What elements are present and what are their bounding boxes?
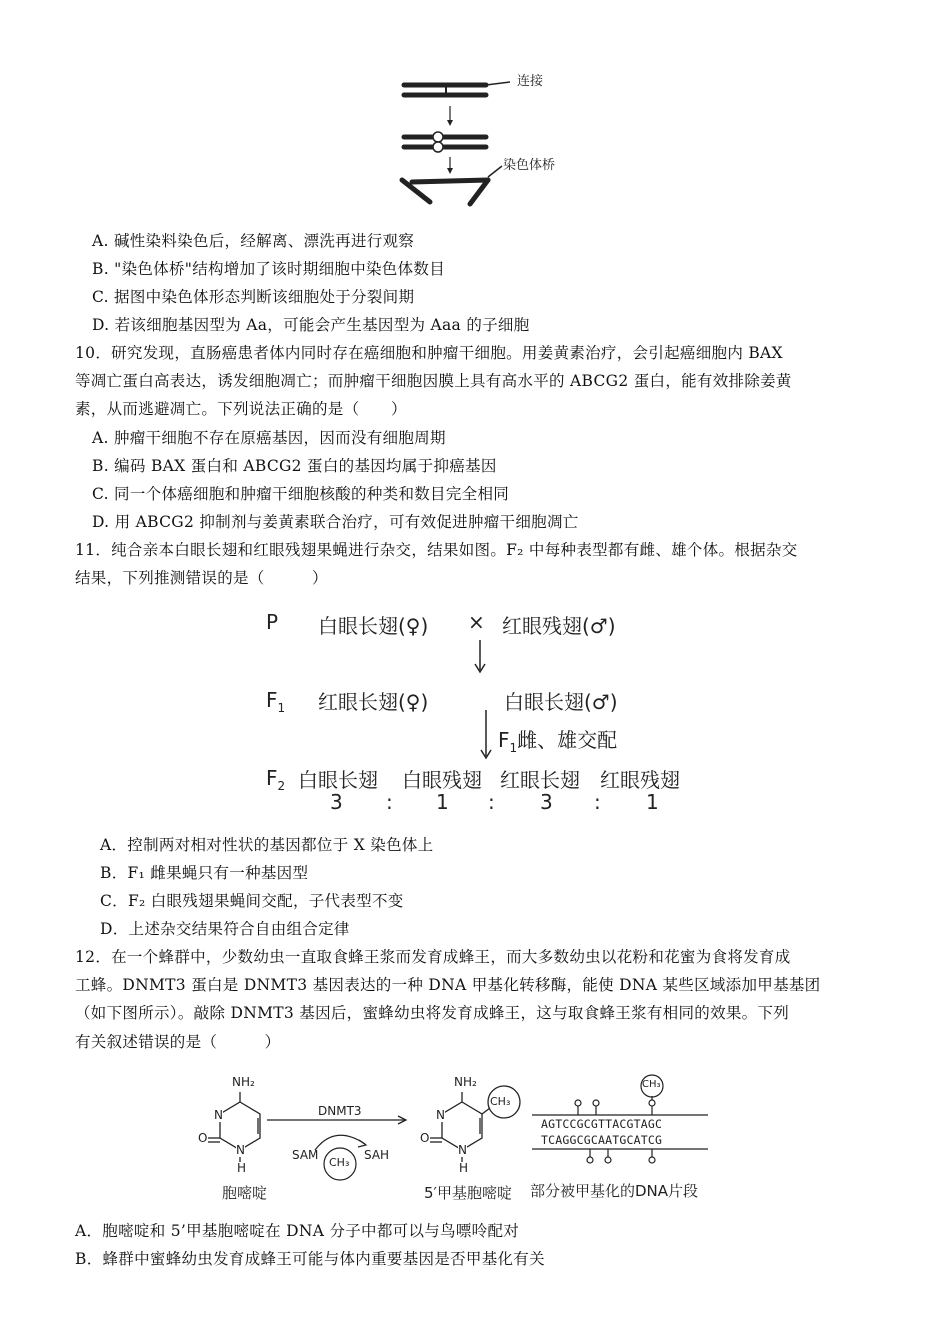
cross-f2-type-3: 红眼长翅 — [500, 768, 580, 792]
methylcytosine-o: O — [420, 1131, 430, 1145]
cytosine-o: O — [198, 1131, 208, 1145]
q10-option-b: B. 编码 BAX 蛋白和 ABCG2 蛋白的基因均属于抑癌基因 — [92, 457, 497, 475]
q10-stem-line-2: 等凋亡蛋白高表达，诱发细胞凋亡；而肿瘤干细胞因膜上具有高水平的 ABCG2 蛋白，能有效排除姜黄 — [75, 372, 792, 390]
cross-arrow-f1-f2 — [478, 710, 494, 762]
chromosome-label-bridge: 染色体桥 — [503, 158, 556, 173]
q12-stem-line-2: 工蜂。DNMT3 蛋白是 DNMT3 基因表达的一种 DNA 甲基化转移酶，能使 DNA 某些区域添加甲基基团 — [75, 976, 821, 994]
cytosine-nh2: NH₂ — [232, 1075, 255, 1089]
q11-option-b: B．F₁ 雌果蝇只有一种基因型 — [100, 864, 309, 882]
q9-option-b: B. "染色体桥"结构增加了该时期细胞中染色体数目 — [92, 260, 446, 278]
chromosome-bridge-figure — [390, 62, 590, 212]
methylcytosine-ch3: CH₃ — [490, 1095, 511, 1108]
cross-f1-label-letter: F — [266, 688, 278, 712]
cross-f1-mating-pre: F — [498, 728, 510, 752]
q10-stem-line-3: 素，从而逃避凋亡。下列说法正确的是（ ） — [75, 400, 407, 418]
dna-ch3: CH₃ — [642, 1079, 661, 1090]
chromosome-label-connect: 连接 — [517, 74, 544, 89]
reaction-ch3: CH₃ — [329, 1156, 350, 1169]
q12-stem-line-4: 有关叙述错误的是（ ） — [75, 1033, 281, 1051]
q12-option-a: A．胞嘧啶和 5’甲基胞嘧啶在 DNA 分子中都可以与鸟嘌呤配对 — [75, 1222, 520, 1240]
cross-f2-type-4: 红眼残翅 — [600, 768, 680, 792]
cross-f2-ratio-sep-2: : — [488, 790, 495, 814]
reaction-sah: SAH — [364, 1148, 390, 1162]
cross-f2-ratio-3: 3 — [540, 790, 553, 814]
cross-f2-ratio-sep-1: : — [386, 790, 393, 814]
cross-f2-ratio-sep-3: : — [594, 790, 601, 814]
dna-top-strand: AGTCCGCGTTACGTAGC — [541, 1117, 663, 1131]
q10-option-c: C. 同一个体癌细胞和肿瘤干细胞核酸的种类和数目完全相同 — [92, 485, 510, 503]
cross-f1-mating-sub: 1 — [509, 741, 518, 755]
q11-stem-line-2: 结果，下列推测错误的是（ ） — [75, 569, 328, 587]
q12-stem-line-3: （如下图所示）。敲除 DNMT3 基因后，蜜蜂幼虫将发育成蜂王，这与取食蜂王浆有相同的效果。下列 — [75, 1004, 790, 1022]
methylcytosine-n1: N — [458, 1143, 467, 1157]
q9-option-d: D. 若该细胞基因型为 Aa，可能会产生基因型为 Aaa 的子细胞 — [92, 316, 530, 334]
cross-f1-mating-post: 雌、雄交配 — [517, 728, 618, 752]
methylcytosine-caption: 5′甲基胞嘧啶 — [424, 1184, 512, 1202]
cytosine-h: H — [237, 1161, 247, 1175]
q10-option-a: A. 肿瘤干细胞不存在原癌基因，因而没有细胞周期 — [92, 429, 446, 447]
reaction-sam: SAM — [292, 1148, 319, 1162]
cross-f1-mating — [498, 724, 617, 755]
q11-stem-line-1: 11．纯合亲本白眼长翅和红眼残翅果蝇进行杂交，结果如图。F₂ 中每种表型都有雌、雄个体。根据杂交 — [75, 541, 798, 559]
q9-option-c: C. 据图中染色体形态判断该细胞处于分裂间期 — [92, 288, 415, 306]
cross-f2-ratio-1: 3 — [330, 790, 343, 814]
cross-p-label: P — [266, 610, 279, 634]
q11-option-a: A．控制两对相对性状的基因都位于 X 染色体上 — [100, 836, 434, 854]
cross-f2-label — [266, 766, 285, 793]
cross-f1-label — [266, 688, 285, 715]
methylcytosine-nh2: NH₂ — [454, 1075, 477, 1089]
dna-caption: 部分被甲基化的DNA片段 — [530, 1182, 699, 1200]
methylcytosine-n3: N — [436, 1108, 445, 1122]
q10-stem-line-1: 10．研究发现，直肠癌患者体内同时存在癌细胞和肿瘤干细胞。用姜黄素治疗，会引起癌细胞内 BAX — [75, 344, 783, 362]
cross-times: × — [468, 610, 485, 634]
q11-option-c: C．F₂ 白眼残翅果蝇间交配，子代表型不变 — [100, 892, 404, 910]
cross-f1-male: 白眼长翅(♂) — [504, 690, 618, 714]
cytosine-n1: N — [236, 1143, 245, 1157]
cross-f2-ratio-4: 1 — [646, 790, 659, 814]
cross-p-female: 白眼长翅(♀) — [318, 614, 429, 638]
cytosine-caption: 胞嘧啶 — [222, 1184, 268, 1202]
cross-arrow-p-f1 — [472, 640, 488, 676]
cross-f2-type-1: 白眼长翅 — [298, 768, 378, 792]
cross-f2-label-sub: 2 — [277, 779, 286, 793]
cross-f2-type-2: 白眼残翅 — [402, 768, 482, 792]
cytosine-n3: N — [214, 1108, 223, 1122]
cross-f2-ratio-2: 1 — [436, 790, 449, 814]
cross-f1-female: 红眼长翅(♀) — [318, 690, 429, 714]
q12-option-b: B．蜂群中蜜蜂幼虫发育成蜂王可能与体内重要基因是否甲基化有关 — [75, 1250, 545, 1268]
cross-f2-label-letter: F — [266, 766, 278, 790]
q11-option-d: D．上述杂交结果符合自由组合定律 — [100, 920, 350, 938]
reaction-enzyme: DNMT3 — [318, 1104, 362, 1118]
dna-bottom-strand: TCAGGCGCAATGCATCG — [541, 1133, 663, 1147]
cross-p-male: 红眼残翅(♂) — [502, 614, 616, 638]
cross-f1-label-sub: 1 — [277, 701, 286, 715]
q9-option-a: A. 碱性染料染色后，经解离、漂洗再进行观察 — [92, 232, 415, 250]
methylcytosine-h: H — [459, 1161, 469, 1175]
q12-stem-line-1: 12．在一个蜂群中，少数幼虫一直取食蜂王浆而发育成蜂王，而大多数幼虫以花粉和花蜜为食将发育成 — [75, 948, 791, 966]
q10-option-d: D. 用 ABCG2 抑制剂与姜黄素联合治疗，可有效促进肿瘤干细胞凋亡 — [92, 513, 579, 531]
